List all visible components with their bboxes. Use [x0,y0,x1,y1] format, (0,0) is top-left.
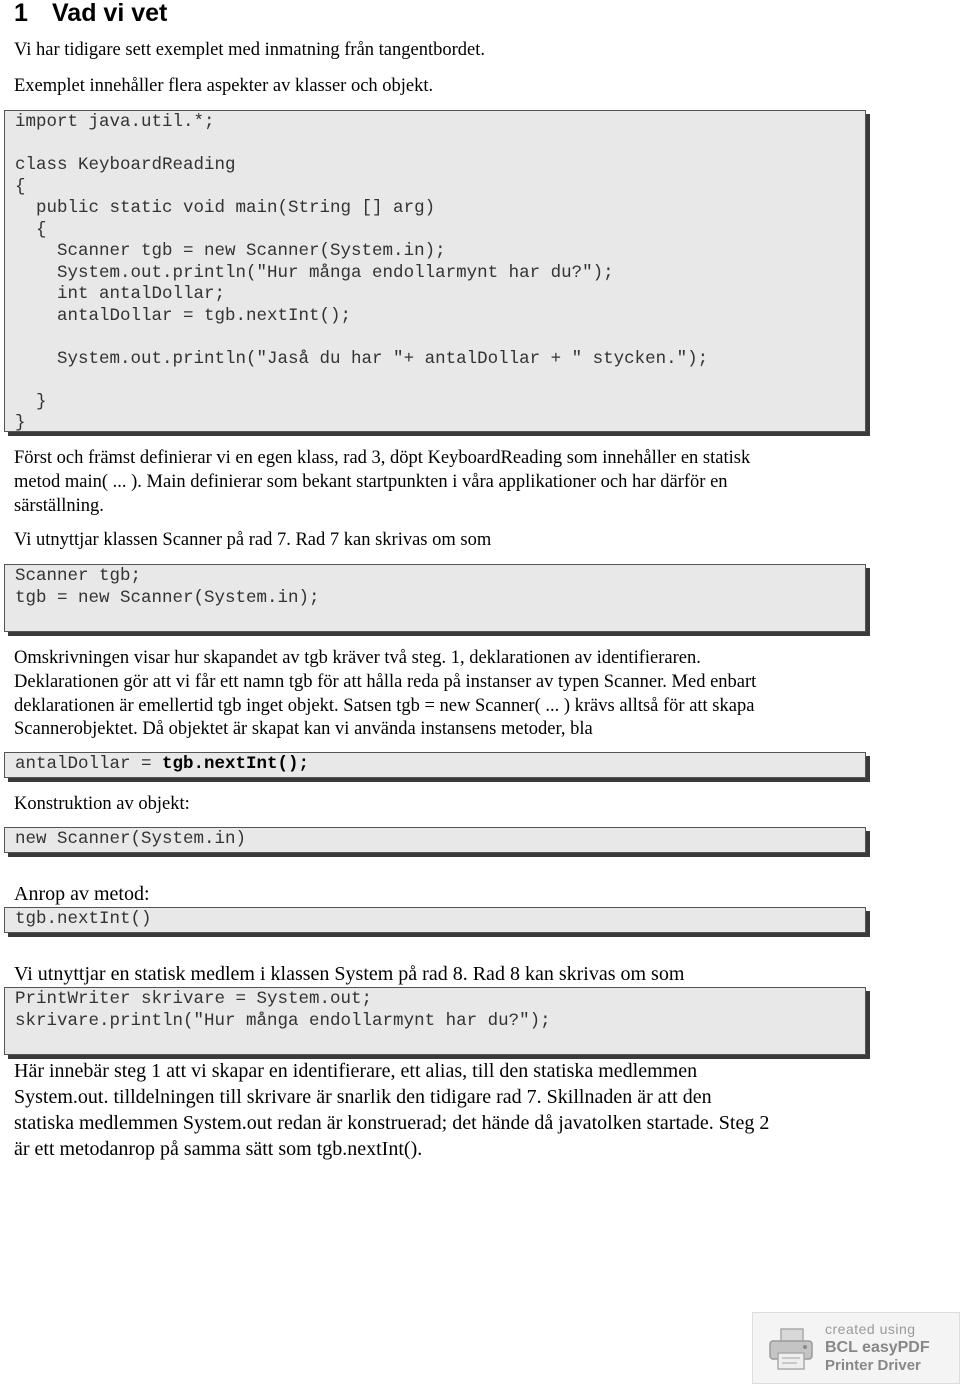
code-nextint-plain: antalDollar = [15,754,163,774]
code-nextint [5,754,865,776]
watermark-line-1: created using [825,1321,916,1337]
watermark-line-2: BCL easyPDF [825,1339,930,1356]
section-number: 1 [14,0,28,27]
watermark-easypdf [752,1312,960,1384]
watermark-line-3: Printer Driver [825,1357,921,1374]
para-rewrite-line-3: deklarationen är emellertid tgb inget objekt. Satsen tgb = new Scanner( ... ) krävs alltså för att skapa [14,696,755,716]
para-static: Vi utnyttjar en statisk medlem i klassen System på rad 8. Rad 8 kan skrivas om som [14,963,685,985]
para-first-line-1: Först och främst definierar vi en egen klass, rad 3, döpt KeyboardReading som innehåller en statisk [14,448,751,468]
para-rewrite-line-4: Scannerobjektet. Då objektet är skapat kan vi använda instansens metoder, bla [14,719,593,739]
para-first-line-2: metod main( ... ). Main definierar som bekant startpunkten i våra applikationer och har därför en [14,472,728,492]
code-call: tgb.nextInt() [15,909,152,929]
para-scanner: Vi utnyttjar klassen Scanner på rad 7. Rad 7 kan skrivas om som [14,530,492,550]
code-block-printwriter [4,987,866,1055]
para-rewrite-line-1: Omskrivningen visar hur skapandet av tgb kräver två steg. 1, deklarationen av identifieraren. [14,648,701,668]
code-printwriter: PrintWriter skrivare = System.out; skrivare.println("Hur många endollarmynt har du?"); [15,989,551,1031]
intro-line-1: Vi har tidigare sett exemplet med inmatning från tangentbordet. [14,40,486,60]
para-final-line-3: statiska medlemmen System.out redan är konstruerad; det hände då javatolken startade. Steg 2 [14,1112,770,1134]
para-final-line-2: System.out. tilldelningen till skrivare är snarlik den tidigare rad 7. Skillnaden är att den [14,1086,712,1108]
para-first-line-3: särställning. [14,496,104,516]
code-block-nextint [4,752,866,778]
para-final-line-1: Här innebär steg 1 att vi skapar en identifierare, ett alias, till den statiska medlemmen [14,1060,698,1082]
intro-line-2: Exemplet innehåller flera aspekter av klasser och objekt. [14,76,434,96]
code-construct: new Scanner(System.in) [15,829,247,849]
code-block-construct [4,827,866,853]
para-rewrite-line-2: Deklarationen gör att vi får ett namn tgb för att hålla reda på instanser av typen Scanner. Med enbart [14,672,757,692]
code-keyboardreading: import java.util.*; class KeyboardReading { public static void main(String [] arg) { Scanner tgb = new Scanner(System.in); System.out.println("Hur många endollarmynt har du?"); int antalDollar; antalDollar = tgb.nextInt(); System.out.println("Jaså du har "+ antalDollar + " stycken."); } } [15,112,709,433]
code-scanner: Scanner tgb; tgb = new Scanner(System.in); [15,566,320,608]
label-construct: Konstruktion av objekt: [14,794,190,814]
watermark-text [825,1321,930,1375]
para-final-line-4: är ett metodanrop på samma sätt som tgb.nextInt(). [14,1138,423,1160]
printer-pdf-icon [767,1327,815,1371]
code-block-call [4,907,866,933]
label-call: Anrop av metod: [14,883,150,905]
section-heading [14,0,167,30]
code-block-keyboardreading [4,110,866,432]
section-title: Vad vi vet [52,0,168,27]
code-block-scanner [4,564,866,632]
code-nextint-bold: tgb.nextInt(); [162,754,310,774]
